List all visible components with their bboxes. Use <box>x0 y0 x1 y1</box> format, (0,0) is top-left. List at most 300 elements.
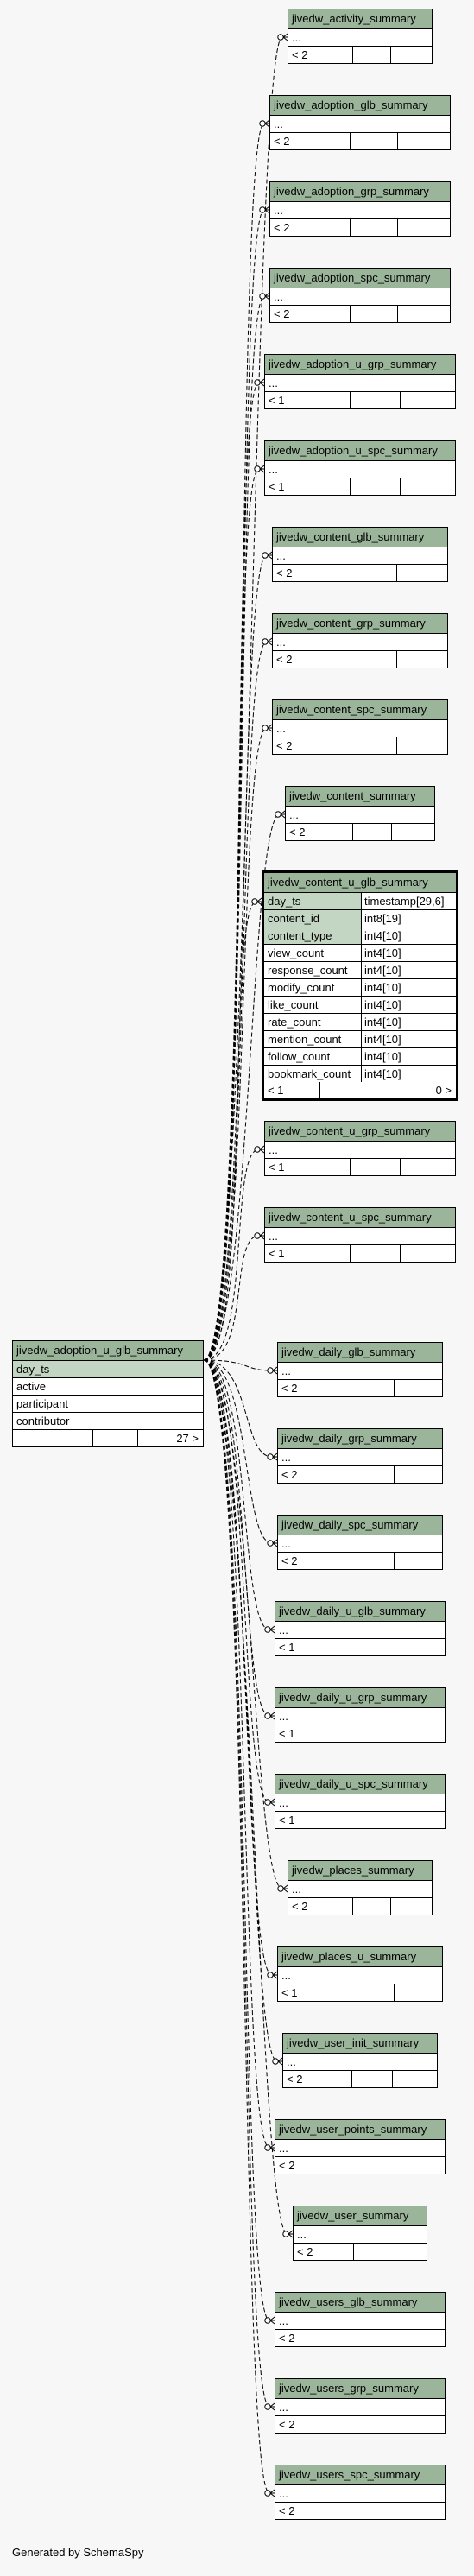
columns-ellipsis: ... <box>274 204 283 217</box>
parent-count: < 1 <box>279 1641 295 1654</box>
column-name: like_count <box>268 998 319 1011</box>
table-name: jivedw_adoption_spc_summary <box>270 269 450 288</box>
table-footer <box>13 1430 203 1446</box>
columns-ellipsis: ... <box>297 2228 307 2241</box>
table-footer <box>270 306 450 322</box>
column-row <box>275 2485 445 2503</box>
relationship-line <box>204 1360 272 1370</box>
table-footer <box>265 478 455 495</box>
relationship-line <box>204 210 264 1360</box>
columns-ellipsis: ... <box>279 2401 288 2414</box>
optional-circle-icon <box>278 1886 283 1891</box>
columns-ellipsis: ... <box>269 377 278 389</box>
parent-count: < 2 <box>276 739 293 752</box>
child-count <box>400 1159 455 1175</box>
table-footer <box>265 1245 455 1262</box>
child-count <box>395 2157 445 2174</box>
table-jivedw-content-u-glb-summary[interactable] <box>262 870 458 1101</box>
column-type: int4[10] <box>361 927 456 944</box>
row-count <box>351 651 396 668</box>
table-name: jivedw_places_summary <box>288 1861 432 1881</box>
column-name: active <box>16 1380 46 1393</box>
table-name: jivedw_user_points_summary <box>275 2120 445 2140</box>
table-jivedw-adoption-u-spc-summary[interactable] <box>264 440 456 496</box>
table-footer <box>283 2071 437 2087</box>
column-name: content_id <box>264 910 361 927</box>
columns-ellipsis: ... <box>276 549 286 562</box>
column-row <box>288 29 432 47</box>
column-row <box>275 1622 445 1639</box>
relationship-line <box>204 1360 269 2493</box>
table-name: jivedw_content_spc_summary <box>273 700 447 720</box>
child-count <box>394 1553 442 1569</box>
child-count <box>395 1725 445 1742</box>
optional-circle-icon <box>268 1368 273 1373</box>
row-count <box>350 478 400 495</box>
relationship-line <box>204 1360 269 1716</box>
column-row <box>286 807 434 824</box>
table-jivedw-daily-glb-summary[interactable] <box>277 1342 443 1397</box>
column-type: int4[10] <box>361 1048 456 1065</box>
table-jivedw-content-spc-summary[interactable] <box>272 699 448 755</box>
relationship-line <box>204 123 264 1360</box>
child-count <box>394 1466 442 1483</box>
parent-count: < 2 <box>281 1554 298 1567</box>
column-name: rate_count <box>268 1016 321 1029</box>
columns-ellipsis: ... <box>279 1710 288 1723</box>
table-name: jivedw_adoption_u_spc_summary <box>265 441 455 461</box>
table-name: jivedw_content_u_spc_summary <box>265 1208 455 1228</box>
table-name: jivedw_content_u_glb_summary <box>264 873 456 893</box>
optional-circle-icon <box>268 1972 273 1978</box>
child-count <box>395 2416 445 2433</box>
relationship-line <box>204 1360 272 1975</box>
column-row <box>288 1881 432 1898</box>
table-jivedw-user-points-summary[interactable] <box>275 2119 446 2174</box>
column-row <box>264 1048 456 1066</box>
table-footer <box>265 1159 455 1175</box>
column-type: int4[10] <box>361 979 456 996</box>
table-jivedw-adoption-u-grp-summary[interactable] <box>264 354 456 409</box>
parent-count: < 2 <box>292 1900 308 1913</box>
column-row <box>264 927 456 945</box>
relationship-line <box>204 383 259 1360</box>
table-name: jivedw_activity_summary <box>288 9 432 29</box>
table-footer <box>278 1984 442 2001</box>
relationship-line <box>204 296 264 1360</box>
columns-ellipsis: ... <box>274 117 283 130</box>
relationship-line <box>204 642 267 1360</box>
child-count <box>394 1380 442 1396</box>
child-count <box>397 219 450 236</box>
column-name: day_ts <box>16 1363 50 1376</box>
table-name: jivedw_users_spc_summary <box>275 2465 445 2485</box>
columns-ellipsis: ... <box>281 1537 291 1550</box>
optional-circle-icon <box>262 639 268 644</box>
relationship-line <box>204 1360 269 2407</box>
table-name: jivedw_content_u_grp_summary <box>265 1122 455 1142</box>
table-footer <box>275 2416 445 2433</box>
relationship-line <box>204 1360 269 2320</box>
table-jivedw-places-u-summary[interactable] <box>277 1946 443 2002</box>
table-footer <box>275 1812 445 1828</box>
columns-ellipsis: ... <box>287 2055 296 2068</box>
child-count <box>395 1812 445 1828</box>
parent-count: < 1 <box>269 1161 285 1174</box>
parent-count: < 2 <box>292 48 308 61</box>
column-row <box>13 1378 203 1396</box>
row-count <box>351 2416 395 2433</box>
column-row <box>13 1361 203 1378</box>
child-count <box>395 1639 445 1655</box>
parent-count: < 2 <box>279 2159 295 2172</box>
column-type: int8[19] <box>361 910 456 927</box>
table-jivedw-content-glb-summary[interactable] <box>272 527 448 582</box>
table-footer <box>270 219 450 236</box>
optional-circle-icon <box>265 1627 270 1632</box>
table-jivedw-adoption-u-glb-summary[interactable] <box>12 1340 204 1447</box>
table-jivedw-users-grp-summary[interactable] <box>275 2378 446 2434</box>
row-count <box>351 565 396 581</box>
column-row <box>265 375 455 392</box>
child-count <box>391 824 434 840</box>
parent-count: < 2 <box>276 566 293 579</box>
relationship-line <box>204 1236 259 1360</box>
table-jivedw-daily-u-glb-summary[interactable] <box>275 1601 446 1656</box>
column-row <box>264 1066 456 1082</box>
column-row <box>265 1142 455 1159</box>
row-count <box>351 2503 395 2519</box>
parent-count: < 2 <box>279 2332 295 2345</box>
column-row <box>278 1449 442 1466</box>
row-count <box>351 1984 394 2001</box>
row-count <box>351 2330 395 2346</box>
table-footer <box>278 1380 442 1396</box>
optional-circle-icon <box>278 35 283 40</box>
parent-count: < 2 <box>276 653 293 666</box>
row-count <box>351 2157 395 2174</box>
table-footer <box>270 133 450 149</box>
columns-ellipsis: ... <box>289 808 299 821</box>
column-row <box>278 1535 442 1553</box>
parent-count: < 1 <box>269 1247 285 1260</box>
row-count <box>350 306 397 322</box>
columns-ellipsis: ... <box>281 1969 291 1982</box>
columns-ellipsis: ... <box>269 1143 278 1156</box>
relationship-line <box>204 1360 282 1889</box>
relationship-line <box>204 1360 269 1630</box>
row-count <box>351 2071 392 2087</box>
column-name: participant <box>16 1397 68 1410</box>
optional-circle-icon <box>260 294 265 299</box>
table-jivedw-activity-summary[interactable] <box>288 9 433 64</box>
table-footer <box>273 565 447 581</box>
optional-circle-icon <box>265 1800 270 1805</box>
column-name: mention_count <box>268 1033 342 1046</box>
column-row <box>273 720 447 737</box>
row-count <box>350 392 400 408</box>
row-count <box>92 1430 137 1446</box>
relationship-line <box>204 902 256 1360</box>
column-row <box>13 1396 203 1413</box>
column-row <box>265 1228 455 1245</box>
table-jivedw-content-u-spc-summary[interactable] <box>264 1207 456 1263</box>
parent-count: < 1 <box>279 1813 295 1826</box>
parent-count: < 2 <box>279 2504 295 2517</box>
columns-ellipsis: ... <box>276 636 286 649</box>
child-count <box>397 133 450 149</box>
child-count <box>394 1984 442 2001</box>
columns-ellipsis: ... <box>276 722 286 735</box>
column-name: view_count <box>268 946 325 959</box>
row-count <box>351 1553 394 1569</box>
column-row <box>264 979 456 997</box>
column-row <box>264 893 456 910</box>
table-name: jivedw_content_summary <box>286 787 434 807</box>
table-name: jivedw_adoption_u_grp_summary <box>265 355 455 375</box>
table-name: jivedw_adoption_grp_summary <box>270 182 450 202</box>
optional-circle-icon <box>265 2145 270 2150</box>
column-name: modify_count <box>268 981 335 994</box>
table-footer <box>275 1725 445 1742</box>
relationship-line <box>204 1360 272 1543</box>
child-count: 0 > <box>363 1082 456 1098</box>
table-name: jivedw_daily_u_glb_summary <box>275 1602 445 1622</box>
relationship-line <box>204 1360 269 2148</box>
column-name: follow_count <box>268 1050 331 1063</box>
column-type: int4[10] <box>361 997 456 1013</box>
child-count <box>397 306 450 322</box>
optional-circle-icon <box>262 553 268 558</box>
parent-count: < 2 <box>281 1468 298 1481</box>
columns-ellipsis: ... <box>292 1883 301 1896</box>
table-jivedw-daily-grp-summary[interactable] <box>277 1428 443 1484</box>
column-row <box>283 2054 437 2071</box>
child-count <box>389 2244 427 2260</box>
table-footer <box>278 1466 442 1483</box>
parent-count: < 1 <box>281 1986 298 1999</box>
table-name: jivedw_content_grp_summary <box>273 614 447 634</box>
column-type: int4[10] <box>361 945 456 961</box>
table-jivedw-user-summary[interactable] <box>293 2206 427 2261</box>
child-count <box>400 1245 455 1262</box>
child-count <box>395 2503 445 2519</box>
table-jivedw-content-u-grp-summary[interactable] <box>264 1121 456 1176</box>
columns-ellipsis: ... <box>269 1230 278 1243</box>
child-count <box>396 737 447 754</box>
column-row <box>264 962 456 979</box>
columns-ellipsis: ... <box>281 1364 291 1377</box>
table-footer <box>273 737 447 754</box>
table-jivedw-content-summary[interactable] <box>285 786 435 841</box>
row-count <box>351 1639 395 1655</box>
table-jivedw-users-glb-summary[interactable] <box>275 2292 446 2347</box>
table-jivedw-daily-u-spc-summary[interactable] <box>275 1774 446 1829</box>
table-name: jivedw_daily_grp_summary <box>278 1429 442 1449</box>
row-count <box>351 737 396 754</box>
column-row <box>265 461 455 478</box>
optional-circle-icon <box>255 1233 260 1238</box>
table-name: jivedw_daily_u_grp_summary <box>275 1688 445 1708</box>
optional-circle-icon <box>273 2059 278 2064</box>
child-count <box>396 651 447 668</box>
relationship-line <box>204 555 267 1360</box>
column-row <box>278 1363 442 1380</box>
table-footer <box>294 2244 427 2260</box>
table-name: jivedw_user_summary <box>294 2206 427 2226</box>
optional-circle-icon <box>283 2231 288 2237</box>
table-footer <box>264 1082 456 1098</box>
table-footer <box>288 1898 432 1915</box>
relationship-line <box>204 728 267 1360</box>
parent-count: < 2 <box>274 221 290 234</box>
table-jivedw-adoption-grp-summary[interactable] <box>269 181 451 237</box>
columns-ellipsis: ... <box>274 290 283 303</box>
table-jivedw-places-summary[interactable] <box>288 1860 433 1915</box>
columns-ellipsis: ... <box>279 2314 288 2327</box>
table-name: jivedw_places_u_summary <box>278 1947 442 1967</box>
table-name: jivedw_users_grp_summary <box>275 2379 445 2399</box>
optional-circle-icon <box>260 121 265 126</box>
column-row <box>275 2313 445 2330</box>
row-count <box>351 1725 395 1742</box>
row-count <box>350 219 397 236</box>
child-count <box>392 2071 437 2087</box>
row-count <box>353 2244 389 2260</box>
generator-credit: Generated by SchemaSpy <box>12 2546 144 2559</box>
column-name: response_count <box>268 964 348 977</box>
column-row <box>278 1967 442 1984</box>
optional-circle-icon <box>275 812 281 817</box>
optional-circle-icon <box>265 2404 270 2409</box>
column-type: int4[10] <box>361 962 456 978</box>
parent-count <box>13 1430 92 1446</box>
parent-count: < 1 <box>268 1084 284 1097</box>
relationship-line <box>204 1149 259 1360</box>
table-jivedw-adoption-glb-summary[interactable] <box>269 95 451 150</box>
optional-circle-icon <box>268 1541 273 1546</box>
column-type: int4[10] <box>361 1066 456 1082</box>
columns-ellipsis: ... <box>281 1451 291 1464</box>
row-count <box>351 1380 394 1396</box>
child-count <box>400 478 455 495</box>
parent-count: < 2 <box>297 2245 313 2258</box>
columns-ellipsis: ... <box>279 2487 288 2500</box>
column-row <box>270 202 450 219</box>
table-footer <box>288 47 432 63</box>
table-name: jivedw_daily_spc_summary <box>278 1516 442 1535</box>
columns-ellipsis: ... <box>292 31 301 44</box>
column-row <box>264 945 456 962</box>
table-name: jivedw_adoption_glb_summary <box>270 96 450 116</box>
table-footer <box>275 2157 445 2174</box>
column-row <box>264 1031 456 1048</box>
row-count <box>350 133 397 149</box>
optional-circle-icon <box>262 725 268 731</box>
child-count <box>400 392 455 408</box>
column-row <box>264 1014 456 1031</box>
table-name: jivedw_user_init_summary <box>283 2034 437 2054</box>
row-count <box>352 824 391 840</box>
column-row <box>270 116 450 133</box>
column-name: contributor <box>16 1415 70 1427</box>
table-jivedw-users-spc-summary[interactable] <box>275 2465 446 2520</box>
parent-count: < 1 <box>279 1727 295 1740</box>
column-row <box>13 1413 203 1430</box>
column-row <box>273 547 447 565</box>
table-jivedw-daily-spc-summary[interactable] <box>277 1515 443 1570</box>
columns-ellipsis: ... <box>279 1796 288 1809</box>
row-count <box>352 47 390 63</box>
optional-circle-icon <box>252 899 257 904</box>
column-row <box>294 2226 427 2244</box>
optional-circle-icon <box>255 380 260 385</box>
column-row <box>275 1794 445 1812</box>
parent-count: < 1 <box>269 394 285 407</box>
relationship-line <box>204 1360 272 1457</box>
optional-circle-icon <box>265 2491 270 2496</box>
table-footer <box>275 2330 445 2346</box>
table-footer <box>265 392 455 408</box>
row-count <box>352 1898 390 1915</box>
optional-circle-icon <box>255 1147 260 1152</box>
relationship-line <box>204 1360 269 1802</box>
row-count <box>351 1812 395 1828</box>
optional-circle-icon <box>265 2318 270 2323</box>
table-jivedw-content-grp-summary[interactable] <box>272 613 448 668</box>
parent-count: < 1 <box>269 480 285 493</box>
column-row <box>264 910 456 927</box>
columns-ellipsis: ... <box>279 1623 288 1636</box>
table-name: jivedw_daily_glb_summary <box>278 1343 442 1363</box>
column-row <box>275 2140 445 2157</box>
column-type: int4[10] <box>361 1031 456 1047</box>
row-count <box>351 1466 394 1483</box>
table-jivedw-daily-u-grp-summary[interactable] <box>275 1687 446 1743</box>
optional-circle-icon <box>268 1454 273 1459</box>
parent-count: < 2 <box>287 2073 303 2085</box>
columns-ellipsis: ... <box>279 2142 288 2155</box>
table-footer <box>286 824 434 840</box>
optional-circle-icon <box>265 1713 270 1718</box>
parent-count: < 2 <box>281 1382 298 1395</box>
row-count <box>319 1082 363 1098</box>
table-jivedw-adoption-spc-summary[interactable] <box>269 268 451 323</box>
table-name: jivedw_content_glb_summary <box>273 528 447 547</box>
column-row <box>270 288 450 306</box>
child-count <box>396 565 447 581</box>
table-name: jivedw_users_glb_summary <box>275 2293 445 2313</box>
row-count <box>350 1159 400 1175</box>
row-count <box>350 1245 400 1262</box>
table-jivedw-user-init-summary[interactable] <box>282 2033 438 2088</box>
child-count: 27 > <box>137 1430 203 1446</box>
table-footer <box>273 651 447 668</box>
parent-count: < 2 <box>279 2418 295 2431</box>
table-footer <box>275 2503 445 2519</box>
table-name: jivedw_adoption_u_glb_summary <box>13 1341 203 1361</box>
column-name: bookmark_count <box>268 1067 351 1080</box>
table-name: jivedw_daily_u_spc_summary <box>275 1775 445 1794</box>
relationship-line <box>204 1360 277 2061</box>
optional-circle-icon <box>260 207 265 212</box>
column-name: day_ts <box>264 893 361 909</box>
parent-count: < 2 <box>274 307 290 320</box>
parent-count: < 2 <box>274 135 290 148</box>
column-type: int4[10] <box>361 1014 456 1030</box>
child-count <box>390 1898 432 1915</box>
table-footer <box>278 1553 442 1569</box>
